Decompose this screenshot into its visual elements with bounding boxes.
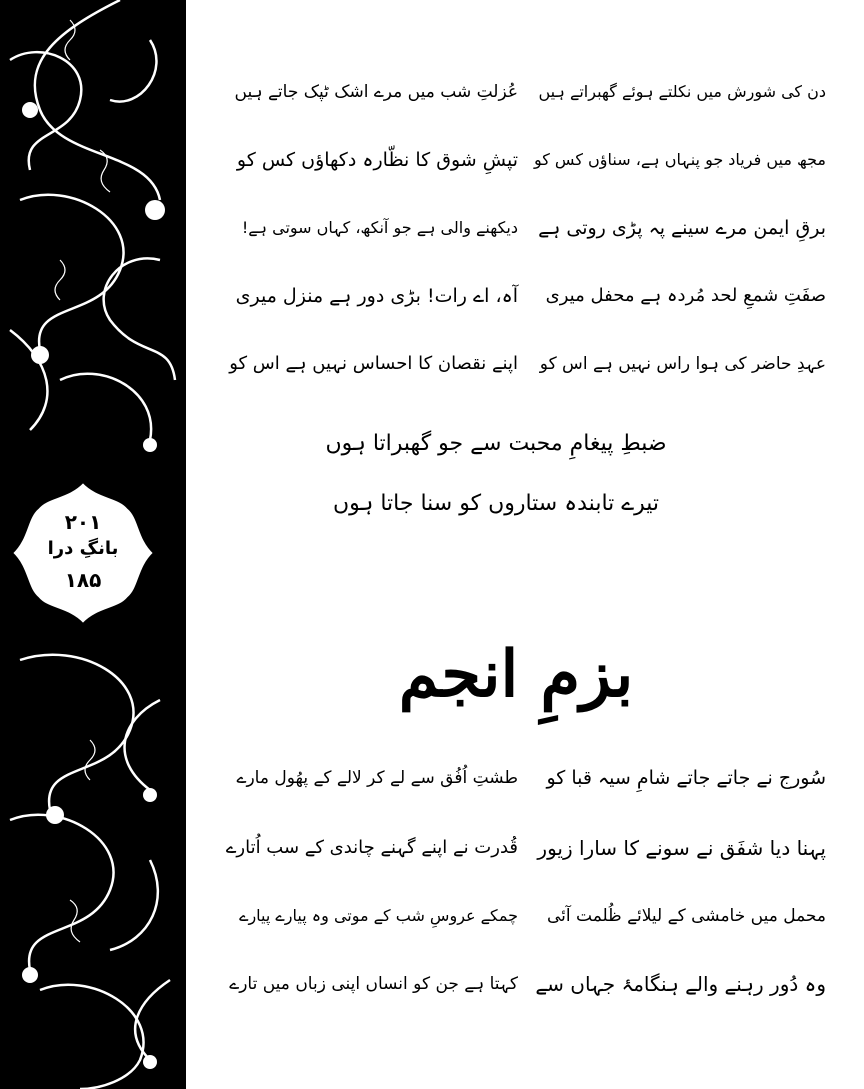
- page-number-bottom: ۱۸۵: [64, 568, 102, 592]
- misra-second: طشتِ اُفُق سے لے کر لالے کے پھُول مارے: [236, 768, 518, 788]
- page-number-badge: [8, 478, 158, 628]
- misra-first: برقِ ایمن مرے سینے پہ پڑی روتی ہے: [538, 217, 826, 239]
- misra-second: چمکے عروسِ شب کے موتی وہ پیارے پیارے: [239, 906, 518, 925]
- closing-line-2: تیرے تابندہ ستاروں کو سنا جاتا ہوں: [332, 491, 660, 516]
- couplet-1: [226, 72, 826, 122]
- couplet-9: [226, 964, 826, 1014]
- book-title: بانگِ درا: [47, 538, 119, 559]
- misra-first: محمل میں خامشی کے لیلائے ظُلمت آئی: [546, 906, 826, 926]
- closing-line-1: ضبطِ پیغامِ محبت سے جو گھبراتا ہوں: [325, 431, 667, 456]
- couplet-6: [226, 758, 826, 808]
- decorative-border: [0, 0, 186, 1089]
- page-number-top: ۲۰۱: [64, 510, 102, 534]
- misra-first: وہ دُور رہنے والے ہنگامۂ جہاں سے: [535, 972, 826, 996]
- misra-second: اپنے نقصان کا احساس نہیں ہے اس کو: [229, 353, 518, 374]
- couplet-2: [226, 140, 826, 190]
- misra-first: پہنا دیا شفَق نے سونے کا سارا زیور: [537, 836, 826, 860]
- misra-second: دیکھنے والی ہے جو آنکھ، کہاں سوتی ہے!: [241, 218, 518, 237]
- misra-first: عہدِ حاضر کی ہوا راس نہیں ہے اس کو: [539, 354, 826, 374]
- couplet-3: [226, 208, 826, 258]
- misra-second: عُزلتِ شب میں مرے اشک ٹپک جاتے ہیں: [234, 82, 518, 102]
- poem-page: [186, 0, 864, 1089]
- misra-first: دن کی شورش میں نکلتے ہوئے گھبراتے ہیں: [538, 82, 826, 101]
- poem-title: بزمِ انجم: [398, 637, 634, 712]
- misra-first: صفَتِ شمعِ لحد مُردہ ہے محفل میری: [545, 285, 826, 306]
- misra-second: کہتا ہے جن کو انساں اپنی زباں میں تارے: [229, 974, 518, 994]
- misra-first: مجھ میں فریاد جو پنہاں ہے، سناؤں کس کو: [533, 150, 826, 169]
- couplet-7: [226, 828, 826, 878]
- couplet-8: [226, 896, 826, 946]
- misra-second: تپشِ شوق کا نظّارہ دکھاؤں کس کو: [236, 149, 518, 171]
- couplet-5: [226, 344, 826, 394]
- couplet-4: [226, 276, 826, 326]
- misra-first: سُورج نے جاتے جاتے شامِ سیہ قبا کو: [546, 767, 826, 789]
- misra-second: آہ، اے رات! بڑی دور ہے منزل میری: [235, 285, 518, 307]
- misra-second: قُدرت نے اپنے گہنے چاندی کے سب اُتارے: [225, 837, 518, 858]
